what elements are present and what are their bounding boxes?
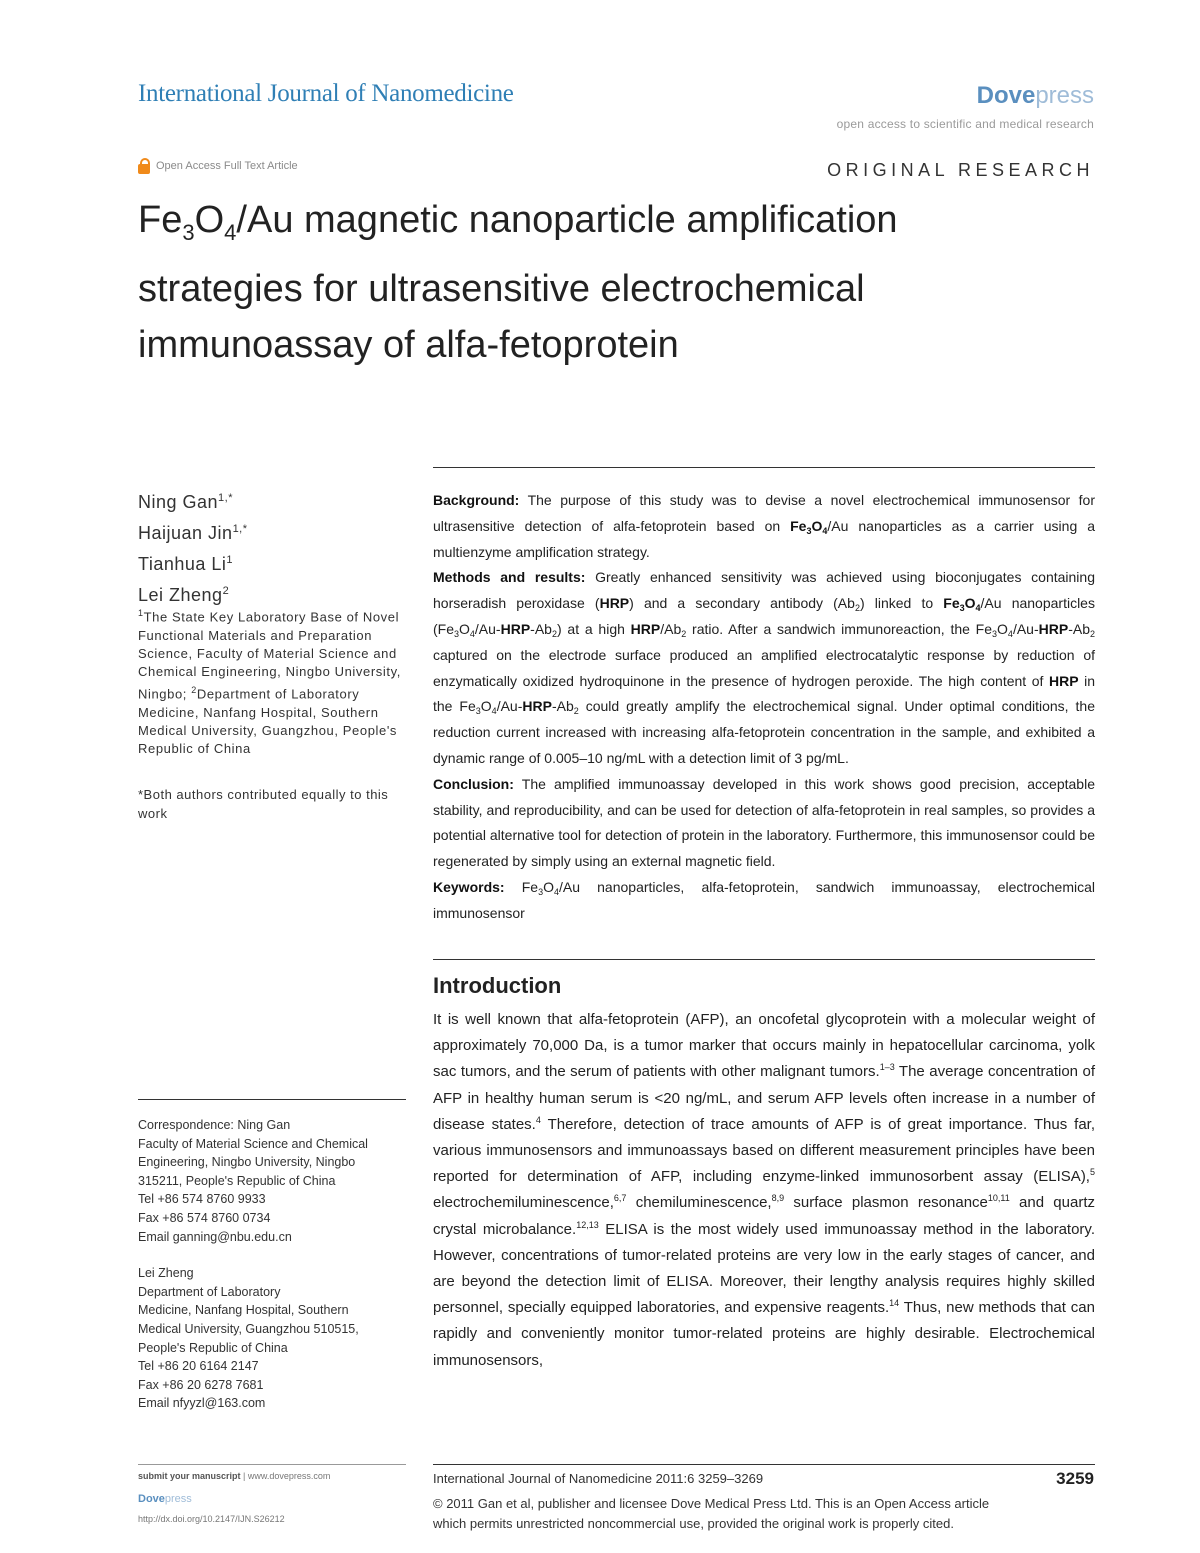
article-type: ORIGINAL RESEARCH <box>827 160 1094 180</box>
logo-part-dove: Dove <box>976 82 1036 109</box>
article-title: $Fe_3O_4/Au$ magnetic nanoparticle amplification strategies for ultrasensitive electrochemical immunoassay of alfa-fetoprotein <box>138 199 898 366</box>
footer-rule-left <box>138 1464 406 1465</box>
open-access-label <box>138 158 298 174</box>
license-text: © 2011 Gan et al, publisher and licensee Dove Medical Press Ltd. This is an Open Access article which permits unrestricted noncommercial use, provided the original work is properly cited. <box>433 1496 990 1531</box>
equal-contribution-note: *Both authors contributed equally to this work <box>138 787 389 821</box>
submit-manuscript-link[interactable]: submit your manuscript | www.dovepress.com <box>138 1471 331 1481</box>
abstract-background: Background: The purpose of this study was to devise a novel electrochemical immunosensor for ultrasensitive detection of alfa-fetoprotein based on $Fe_3O_4/Au$ nanoparticles as a carrier using a multienzyme amplification strategy. <box>433 492 1095 560</box>
abstract-methods: Methods and results: Greatly enhanced sensitivity was achieved using bioconjugates containing horseradish peroxidase (HRP) and a secondary antibody $(Ab_2)$ linked to $Fe_3O_4/Au$ nanoparticles $(Fe_3O_4/Au-HRP-Ab_2)$ at a high HRP/$Ab_2$ ratio. After a sandwich immunoreaction, the $Fe_3O_4/Au-HRP-Ab_2$ captured on the electrode surface produced an amplified electrocatalytic response by reduction of enzymatically oxidized hydroquinone in the presence of hydrogen peroxide. The high content of HRP in the $Fe_3O_4/Au-HRP-Ab_2$ could greatly amplify the electrochemical signal. Under optimal conditions, the reduction current increased with increasing alfa-fetoprotein concentration in the sample, and exhibited a dynamic range of 0.005–10 ng/mL with a detection limit of 3 pg/mL. <box>433 569 1095 766</box>
footer-rule-right <box>433 1464 1095 1465</box>
author: Lei Zheng$^2$ <box>138 585 230 605</box>
abstract-bottom-rule <box>433 959 1095 960</box>
open-access-text: Open Access Full Text Article <box>156 160 298 172</box>
doi-link[interactable]: http://dx.doi.org/10.2147/IJN.S26212 <box>138 1514 285 1524</box>
author: Haijuan Jin$^{1,*}$ <box>138 523 248 543</box>
introduction-heading: Introduction <box>433 973 562 998</box>
author: Ning Gan$^{1,*}$ <box>138 492 234 512</box>
journal-title: International Journal of Nanomedicine <box>138 80 514 107</box>
publisher-tagline: open access to scientific and medical research <box>836 117 1094 131</box>
dovepress-logo <box>977 82 1094 110</box>
author: Tianhua Li$^1$ <box>138 554 234 574</box>
open-access-lock-icon <box>138 158 150 174</box>
author-list <box>138 485 248 609</box>
correspondence: Correspondence: Ning Gan Faculty of Material Science and Chemical Engineering, Ningbo University, Ningbo 315211, People's Republic of China Tel +86 574 8760 9933 Fax +86 574 8760 0734 Email ganning@nbu.edu.cn Lei Zheng Department of Laboratory Medicine, Nanfang Hospital, Southern Medical University, Guangzhou 510515, People's Republic of China Tel +86 20 6164 2147 Fax +86 20 6278 7681 Email nfyyzl@163.com <box>138 1116 413 1413</box>
email-lei-zheng[interactable]: Email nfyyzl@163.com <box>138 1396 266 1411</box>
email-ning-gan[interactable]: Email ganning@nbu.edu.cn <box>138 1229 292 1244</box>
introduction-body: It is well known that alfa-fetoprotein (AFP), an oncofetal glycoprotein with a molecular weight of approximately 70,000 Da, is a tumor marker that occurs mainly in hepatocellular carcinoma, yolk sac tumors, and the serum of patients with other malignant tumors.$^{1-3}$ The average concentration of AFP in healthy human serum is <20 ng/mL, and serum AFP levels often increase in a number of disease states.$^4$ Therefore, detection of trace amounts of AFP is of great importance. Thus far, various immunosensors and immunoassays based on different measurement principles have been reported for determination of AFP, including enzyme-linked immunosorbent assay (ELISA),$^5$ electrochemiluminescence,$^{6,7}$ chemiluminescence,$^{8,9}$ surface plasmon resonance$^{10,11}$ and quartz crystal microbalance.$^{12,13}$ ELISA is the most widely used immunoassay method in the laboratory. However, concentrations of tumor-related proteins are very low in the early stages of cancer, and are beyond the detection limit of ELISA. Moreover, their lengthy analysis requires highly skilled personnel, specially equipped laboratories, and expensive reagents.$^{14}$ Thus, new methods that can rapidly and conveniently monitor tumor-related proteins are highly desirable. Electrochemical immunosensors, <box>433 1011 1095 1369</box>
citation: International Journal of Nanomedicine 2011:6 3259–3269 <box>433 1471 764 1486</box>
correspondence-rule <box>138 1099 406 1100</box>
footer-dovepress-logo: Dovepress <box>138 1493 192 1505</box>
keywords: Keywords: $Fe_3O_4/Au$ nanoparticles, alfa-fetoprotein, sandwich immunoassay, electrochemical immunosensor <box>433 878 1095 921</box>
abstract-conclusion: Conclusion: The amplified immunoassay developed in this work shows good precision, acceptable stability, and reproducibility, and can be used for detection of alfa-fetoprotein in real samples, so provides a potential alternative tool for detection of protein in the laboratory. Furthermore, this immunosensor could be regenerated by simply using an external magnetic field. <box>433 775 1095 870</box>
logo-part-press: press <box>1035 82 1094 109</box>
page-number: 3259 <box>1056 1469 1094 1488</box>
abstract <box>433 488 1095 927</box>
abstract-top-rule <box>433 467 1095 468</box>
affiliations: $^1$The State Key Laboratory Base of Novel Functional Materials and Preparation Science, Faculty of Material Science and Chemical Engineering, Ningbo University, Ningbo; $^2$Department of Laboratory Medicine, Nanfang Hospital, Southern Medical University, Guangzhou, People's Republic of China <box>138 608 401 757</box>
